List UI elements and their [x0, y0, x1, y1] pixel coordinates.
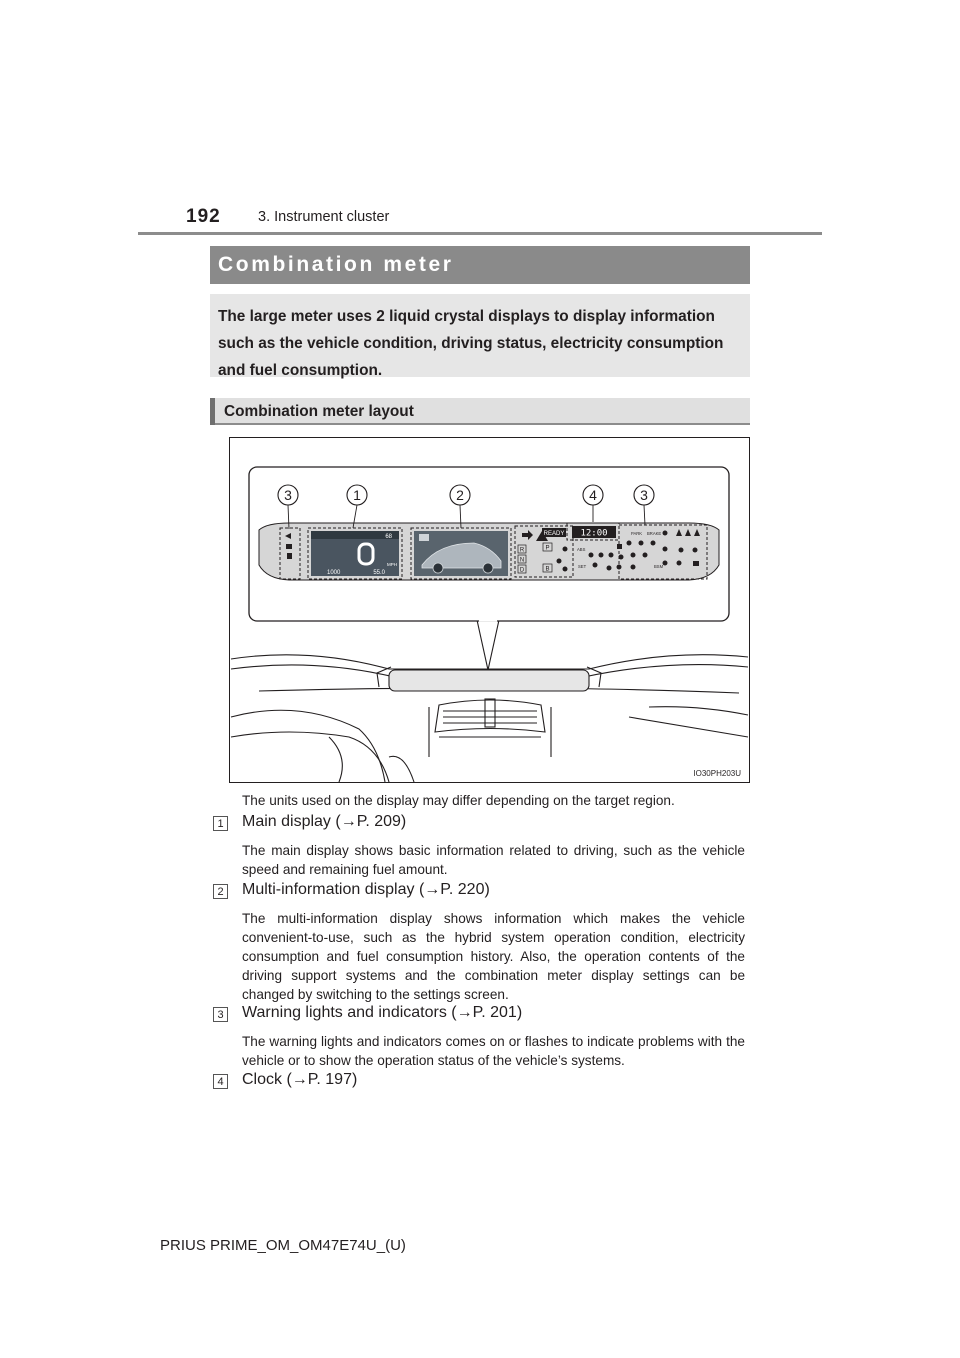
shift-p: P	[545, 545, 550, 552]
callout-4: 4	[589, 487, 597, 503]
trip-readout: 55.0	[373, 570, 385, 576]
item-desc-warning-lights: The warning lights and indicators comes on or flashes to indicate problems with the vehicle or to show the operation status of the vehicle’s systems.	[242, 1034, 745, 1068]
combination-meter-illustration	[229, 437, 750, 783]
page-title: Combination meter	[210, 246, 750, 284]
odometer-readout: 1000	[327, 570, 341, 576]
section-title: 3. Instrument cluster	[258, 209, 390, 225]
lamp-brake: BRAKE	[647, 531, 662, 536]
item-title-clock[interactable]: Clock (→P. 197)	[242, 1071, 358, 1088]
callout-3-right: 3	[640, 487, 648, 503]
item-desc-multi-information-display: The multi-information display shows information which makes the vehicle convenient-to-use, such as the hybrid system operation condition, electricity consumption and fuel consumption history. Also, the operation contents of the driving support systems and the combination meter display settings can be changed by switching to the settings screen.	[242, 911, 745, 1002]
units-note: The units used on the display may differ depending on the target region.	[242, 793, 675, 808]
item-number: 1	[213, 816, 228, 831]
shift-b: B	[545, 566, 550, 573]
range-readout: 68	[385, 534, 392, 540]
header-rule	[138, 232, 822, 235]
lamp-abs: ABS	[577, 547, 586, 552]
lamp-park: PARK	[631, 531, 643, 536]
callout-2: 2	[456, 487, 464, 503]
shift-r: R	[519, 547, 525, 554]
shift-n: N	[519, 557, 525, 564]
subsection-heading: Combination meter layout	[210, 398, 750, 425]
item-title-warning-lights[interactable]: Warning lights and indicators (→P. 201)	[242, 1004, 523, 1021]
item-number: 4	[213, 1074, 228, 1089]
item-number: 2	[213, 884, 228, 899]
clock-readout: 12:00	[580, 528, 608, 539]
item-number: 3	[213, 1007, 228, 1022]
footer-doc-code: PRIUS PRIME_OM_OM47E74U_(U)	[160, 1237, 406, 1254]
lamp-bsm: BSM	[654, 564, 664, 569]
shift-d: D	[519, 567, 525, 574]
ready-indicator: READY	[543, 531, 565, 537]
item-desc-main-display: The main display shows basic information related to driving, such as the vehicle speed and remaining fuel amount.	[242, 843, 745, 877]
speed-unit: MPH	[387, 562, 397, 567]
intro-text: The large meter uses 2 liquid crystal displays to display information such as the vehicle condition, driving status, electricity consumption and fuel consumption.	[210, 294, 750, 377]
callout-3-left: 3	[284, 487, 292, 503]
figure-code: IO30PH203U	[693, 769, 741, 778]
callout-1: 1	[353, 487, 361, 503]
page-number: 192	[186, 206, 221, 227]
lamp-set: SET	[578, 564, 587, 569]
item-title-main-display[interactable]: Main display (→P. 209)	[242, 813, 407, 830]
item-title-multi-information-display[interactable]: Multi-information display (→P. 220)	[242, 881, 490, 898]
